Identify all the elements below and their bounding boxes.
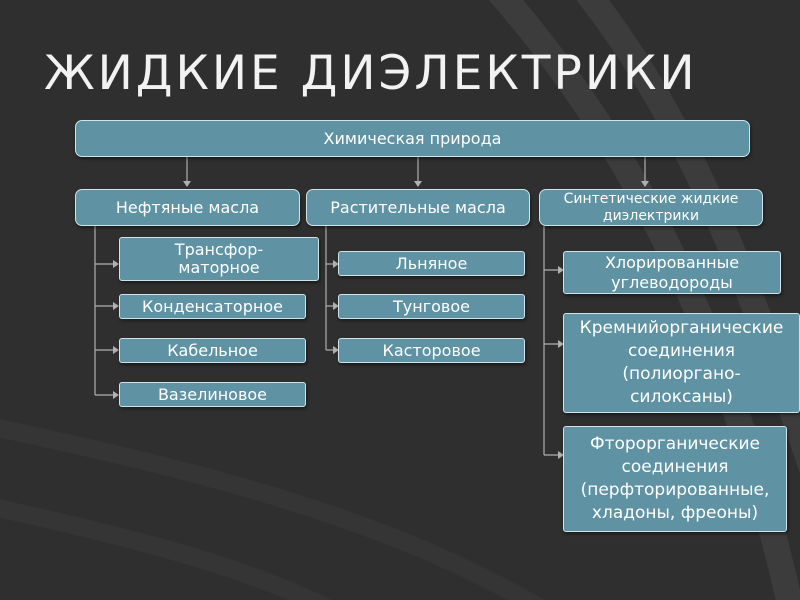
item-organosilicon-compounds: Кремнийорганические соединения (полиоргано- силоксаны) <box>563 313 800 413</box>
category-petroleum-oils: Нефтяные масла <box>75 189 300 226</box>
item-cable-oil: Кабельное <box>119 338 306 363</box>
item-linseed-oil: Льняное <box>338 251 525 276</box>
item-chlorinated-hydrocarbons: Хлорированные углеводороды <box>563 251 781 294</box>
item-capacitor-oil: Конденсаторное <box>119 294 306 319</box>
page-title: ЖИДКИЕ ДИЭЛЕКТРИКИ <box>44 46 698 101</box>
item-transformer-oil: Трансфор- маторное <box>119 237 319 281</box>
root-node-chemical-nature: Химическая природа <box>75 120 750 157</box>
item-castor-oil: Касторовое <box>338 338 525 363</box>
category-synthetic-liquid-dielectrics: Синтетические жидкие диэлектрики <box>539 189 763 226</box>
item-tung-oil: Тунговое <box>338 294 525 319</box>
item-organofluorine-compounds: Фторорганические соединения (перфторированные, хладоны, фреоны) <box>563 426 787 532</box>
item-vaseline-oil: Вазелиновое <box>119 382 306 407</box>
category-vegetable-oils: Растительные масла <box>306 189 530 226</box>
